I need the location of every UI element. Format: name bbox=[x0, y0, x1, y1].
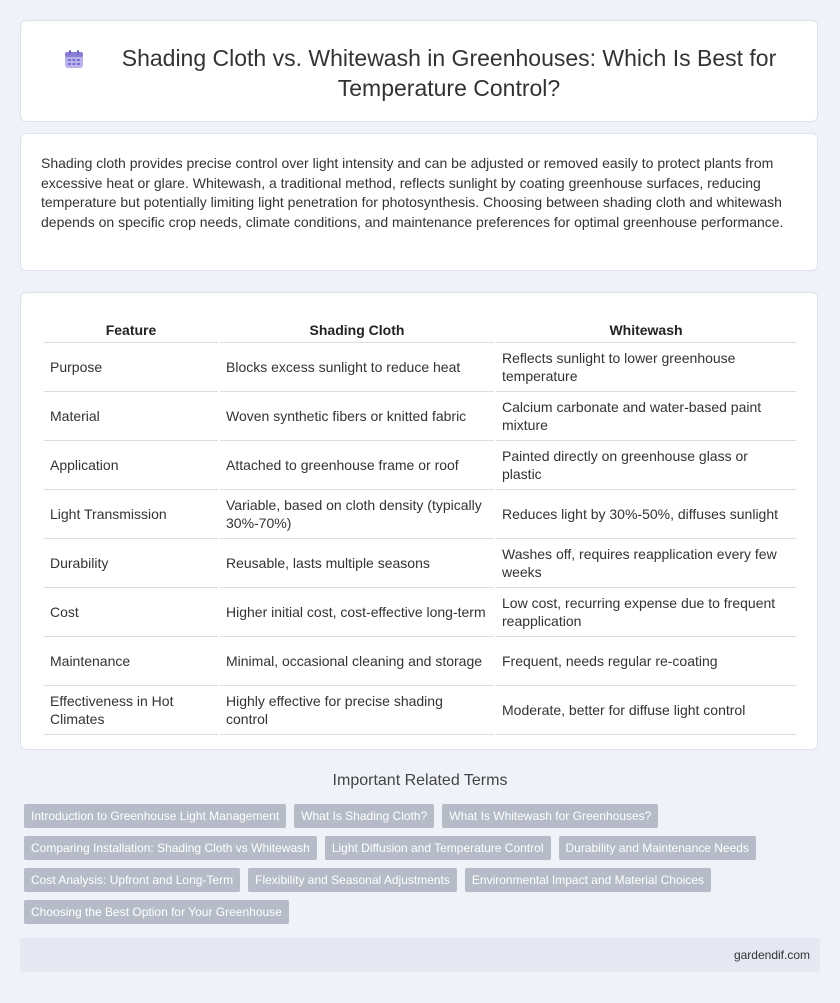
shading-cloth-cell: Higher initial cost, cost-effective long-term bbox=[220, 588, 494, 637]
table-row bbox=[44, 588, 796, 637]
table-row bbox=[44, 637, 796, 686]
shading-cloth-cell: Attached to greenhouse frame or roof bbox=[220, 441, 494, 490]
table-row bbox=[44, 539, 796, 588]
related-term-tag[interactable]: Environmental Impact and Material Choices bbox=[465, 868, 711, 892]
table-row bbox=[44, 490, 796, 539]
whitewash-cell: Low cost, recurring expense due to frequent reapplication bbox=[496, 588, 796, 637]
related-term-tag[interactable]: Light Diffusion and Temperature Control bbox=[325, 836, 551, 860]
table-row bbox=[44, 343, 796, 392]
page-title: Shading Cloth vs. Whitewash in Greenhouses: Which Is Best for Temperature Control? bbox=[121, 45, 777, 101]
footer-site-link[interactable]: gardendif.com bbox=[733, 948, 810, 962]
related-term-tag[interactable]: Choosing the Best Option for Your Greenhouse bbox=[24, 900, 289, 924]
shading-cloth-cell: Woven synthetic fibers or knitted fabric bbox=[220, 392, 494, 441]
table-row bbox=[44, 392, 796, 441]
whitewash-cell: Moderate, better for diffuse light control bbox=[496, 686, 796, 735]
footer bbox=[20, 938, 820, 972]
feature-cell: Application bbox=[44, 441, 218, 490]
related-term-tag[interactable]: Comparing Installation: Shading Cloth vs Whitewash bbox=[24, 836, 317, 860]
related-terms-title: Important Related Terms bbox=[332, 772, 508, 789]
whitewash-cell: Reduces light by 30%-50%, diffuses sunlight bbox=[496, 490, 796, 539]
table-row bbox=[44, 441, 796, 490]
whitewash-cell: Frequent, needs regular re-coating bbox=[496, 637, 796, 686]
related-term-tag[interactable]: Flexibility and Seasonal Adjustments bbox=[248, 868, 457, 892]
feature-cell: Maintenance bbox=[44, 637, 218, 686]
header-shading-cloth: Shading Cloth bbox=[220, 313, 494, 343]
feature-cell: Purpose bbox=[44, 343, 218, 392]
intro-paragraph: Shading cloth provides precise control over light intensity and can be adjusted or removed easily to protect plants from excessive heat or glare. Whitewash, a traditional method, reflects sunlight by coating greenhouse surfaces, reducing temperature but potentially limiting light penetration for photosynthesis. Choosing between shading cloth and whitewash depends on specific crop needs, climate conditions, and maintenance preferences for optimal greenhouse performance. bbox=[41, 155, 784, 230]
related-term-tag[interactable]: Cost Analysis: Upfront and Long-Term bbox=[24, 868, 240, 892]
table-row bbox=[44, 686, 796, 735]
comparison-table bbox=[42, 313, 798, 735]
intro-card bbox=[20, 133, 818, 271]
shading-cloth-cell: Blocks excess sunlight to reduce heat bbox=[220, 343, 494, 392]
shading-cloth-cell: Variable, based on cloth density (typically 30%-70%) bbox=[220, 490, 494, 539]
related-term-tag[interactable]: What Is Whitewash for Greenhouses? bbox=[442, 804, 658, 828]
whitewash-cell: Washes off, requires reapplication every few weeks bbox=[496, 539, 796, 588]
header-whitewash: Whitewash bbox=[496, 313, 796, 343]
related-term-tag[interactable]: What Is Shading Cloth? bbox=[294, 804, 434, 828]
related-terms-list bbox=[24, 804, 784, 924]
comparison-table-card bbox=[20, 292, 818, 750]
feature-cell: Cost bbox=[44, 588, 218, 637]
feature-cell: Light Transmission bbox=[44, 490, 218, 539]
table-header-row bbox=[44, 313, 796, 343]
whitewash-cell: Painted directly on greenhouse glass or plastic bbox=[496, 441, 796, 490]
feature-cell: Material bbox=[44, 392, 218, 441]
feature-cell: Effectiveness in Hot Climates bbox=[44, 686, 218, 735]
shading-cloth-cell: Highly effective for precise shading control bbox=[220, 686, 494, 735]
feature-cell: Durability bbox=[44, 539, 218, 588]
related-term-tag[interactable]: Introduction to Greenhouse Light Management bbox=[24, 804, 286, 828]
whitewash-cell: Reflects sunlight to lower greenhouse temperature bbox=[496, 343, 796, 392]
shading-cloth-cell: Minimal, occasional cleaning and storage bbox=[220, 637, 494, 686]
whitewash-cell: Calcium carbonate and water-based paint mixture bbox=[496, 392, 796, 441]
shading-cloth-cell: Reusable, lasts multiple seasons bbox=[220, 539, 494, 588]
header-feature: Feature bbox=[44, 313, 218, 343]
related-term-tag[interactable]: Durability and Maintenance Needs bbox=[559, 836, 756, 860]
title-card bbox=[20, 20, 818, 122]
